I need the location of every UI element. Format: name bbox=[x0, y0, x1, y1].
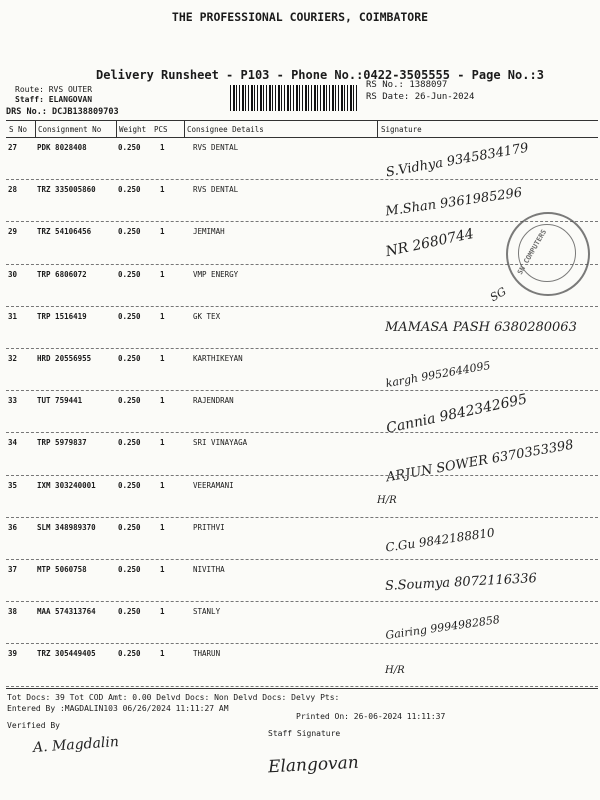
row-divider bbox=[6, 601, 598, 602]
row-weight: 0.250 bbox=[118, 565, 141, 574]
row-sno: 33 bbox=[8, 396, 18, 406]
row-signature: H/R bbox=[385, 665, 405, 677]
row-consignment-no: HRD 20556955 bbox=[37, 354, 92, 363]
row-consignee: RVS DENTAL bbox=[193, 143, 239, 152]
row-weight: 0.250 bbox=[118, 396, 141, 406]
row-signature: M.Shan 9361985296 bbox=[384, 185, 524, 220]
runsheet-title: Delivery Runsheet - P103 - Phone No.:0422-3505555 - Page No.:3 bbox=[96, 68, 544, 82]
row-weight: 0.250 bbox=[118, 480, 141, 490]
row-signature: Cannia 9842342695 bbox=[384, 391, 529, 437]
row-weight: 0.250 bbox=[118, 438, 141, 448]
table-header-rule bbox=[6, 137, 598, 138]
row-sno: 27 bbox=[8, 143, 18, 152]
col-divider bbox=[35, 120, 36, 137]
row-sno: 31 bbox=[8, 311, 18, 321]
row-weight: 0.250 bbox=[118, 269, 141, 279]
row-divider bbox=[6, 221, 598, 222]
row-pcs: 1 bbox=[160, 354, 165, 363]
col-divider bbox=[184, 120, 185, 137]
verified-by-label: Verified By bbox=[7, 721, 60, 730]
row-pcs: 1 bbox=[160, 311, 165, 321]
row-sno: 30 bbox=[8, 269, 18, 279]
row-sno: 32 bbox=[8, 354, 18, 363]
row-weight: 0.250 bbox=[118, 227, 141, 237]
row-sno: 36 bbox=[8, 522, 18, 532]
row-consignee: RVS DENTAL bbox=[193, 185, 239, 195]
row-pcs: 1 bbox=[160, 565, 165, 574]
row-pcs: 1 bbox=[160, 227, 165, 237]
row-consignment-no: TRP 6806072 bbox=[37, 269, 87, 279]
row-consignee: VMP ENERGY bbox=[193, 269, 239, 279]
row-consignee: PRITHVI bbox=[193, 522, 225, 532]
row-signature: S.Soumya 8072116336 bbox=[384, 571, 538, 594]
row-signature: Gairing 9994982858 bbox=[384, 613, 501, 643]
row-sno: 35 bbox=[8, 480, 18, 490]
row-divider bbox=[6, 686, 598, 687]
row-weight: 0.250 bbox=[118, 143, 141, 152]
col-header-signature: Signature bbox=[381, 125, 422, 134]
row-divider bbox=[6, 306, 598, 307]
col-header-sno: S No bbox=[9, 125, 28, 134]
row-weight: 0.250 bbox=[118, 649, 141, 659]
row-signature: MAMASA PASH 6380280063 bbox=[385, 319, 577, 335]
company-stamp bbox=[506, 212, 590, 296]
row-consignment-no: IXM 303240001 bbox=[37, 480, 96, 490]
row-pcs: 1 bbox=[160, 396, 165, 406]
row-pcs: 1 bbox=[160, 269, 165, 279]
row-consignee: THARUN bbox=[193, 649, 221, 659]
row-consignee: RAJENDRAN bbox=[193, 396, 234, 406]
route-label: Route: RVS OUTER bbox=[15, 85, 93, 94]
row-pcs: 1 bbox=[160, 480, 165, 490]
drs-number: DRS No.: DCJB138809703 bbox=[6, 107, 119, 117]
row-divider bbox=[6, 643, 598, 644]
barcode bbox=[230, 85, 358, 111]
row-sno: 29 bbox=[8, 227, 18, 237]
row-consignee: VEERAMANI bbox=[193, 480, 234, 490]
row-sno: 38 bbox=[8, 607, 18, 617]
row-pcs: 1 bbox=[160, 649, 165, 659]
footer-rule bbox=[6, 688, 598, 689]
row-consignee: JEMIMAH bbox=[193, 227, 225, 237]
row-signature: H/R bbox=[377, 494, 397, 506]
row-divider bbox=[6, 432, 598, 433]
col-divider bbox=[377, 120, 378, 137]
row-consignment-no: MAA 574313764 bbox=[37, 607, 96, 617]
rs-number: RS No.: 1388097 bbox=[366, 80, 448, 90]
stamp-text: SN COMPUTERS bbox=[516, 228, 549, 276]
row-consignment-no: PDK 8028408 bbox=[37, 143, 87, 152]
totals-line: Tot Docs: 39 Tot COD Amt: 0.00 Delvd Docs: Non Delvd Docs: Delvy Pts: bbox=[7, 693, 340, 702]
row-divider bbox=[6, 559, 598, 560]
col-header-consignment: Consignment No bbox=[38, 125, 102, 134]
staff-signature-label: Staff Signature bbox=[268, 729, 341, 738]
row-signature: S.Vidhya 9345834179 bbox=[384, 140, 530, 181]
row-divider bbox=[6, 179, 598, 180]
row-signature: SG bbox=[487, 284, 509, 304]
staff-signature: Elangovan bbox=[267, 752, 360, 778]
company-name: THE PROFESSIONAL COURIERS, COIMBATORE bbox=[171, 10, 429, 24]
col-divider bbox=[116, 120, 117, 137]
rs-date: RS Date: 26-Jun-2024 bbox=[366, 92, 475, 102]
row-weight: 0.250 bbox=[118, 311, 141, 321]
row-pcs: 1 bbox=[160, 438, 165, 448]
row-divider bbox=[6, 475, 598, 476]
row-consignment-no: TRP 5979837 bbox=[37, 438, 87, 448]
row-sno: 39 bbox=[8, 649, 18, 659]
row-consignee: STANLY bbox=[193, 607, 221, 617]
row-pcs: 1 bbox=[160, 522, 165, 532]
row-consignment-no: SLM 348989370 bbox=[37, 522, 96, 532]
row-pcs: 1 bbox=[160, 143, 165, 152]
row-consignment-no: TRZ 335005860 bbox=[37, 185, 96, 195]
row-consignee: NIVITHA bbox=[193, 565, 225, 574]
row-signature: kargh 9952644095 bbox=[384, 358, 492, 391]
row-consignee: GK TEX bbox=[193, 311, 221, 321]
row-pcs: 1 bbox=[160, 185, 165, 195]
row-weight: 0.250 bbox=[118, 185, 141, 195]
row-sno: 34 bbox=[8, 438, 18, 448]
row-consignment-no: TRZ 305449405 bbox=[37, 649, 96, 659]
row-weight: 0.250 bbox=[118, 354, 141, 363]
row-signature: C.Gu 9842188810 bbox=[384, 525, 496, 555]
row-consignment-no: TUT 759441 bbox=[37, 396, 83, 406]
row-consignment-no: TRZ 54106456 bbox=[37, 227, 92, 237]
col-header-consignee: Consignee Details bbox=[187, 125, 264, 134]
verified-signature: A. Magdalin bbox=[32, 734, 120, 756]
table-top-rule bbox=[6, 120, 598, 121]
row-weight: 0.250 bbox=[118, 607, 141, 617]
row-sno: 37 bbox=[8, 565, 18, 574]
row-signature: ARJUN SOWER 6370353398 bbox=[385, 438, 575, 486]
row-signature: NR 2680744 bbox=[384, 226, 476, 261]
staff-label: Staff: ELANGOVAN bbox=[15, 95, 93, 104]
row-divider bbox=[6, 517, 598, 518]
row-pcs: 1 bbox=[160, 607, 165, 617]
row-weight: 0.250 bbox=[118, 522, 141, 532]
row-consignee: KARTHIKEYAN bbox=[193, 354, 243, 363]
printed-on: Printed On: 26-06-2024 11:11:37 bbox=[296, 712, 446, 721]
row-consignee: SRI VINAYAGA bbox=[193, 438, 248, 448]
entered-by: Entered By :MAGDALIN103 06/26/2024 11:11:27 AM bbox=[7, 704, 229, 713]
row-sno: 28 bbox=[8, 185, 18, 195]
row-consignment-no: MTP 5060758 bbox=[37, 565, 87, 574]
row-divider bbox=[6, 348, 598, 349]
row-divider bbox=[6, 390, 598, 391]
col-header-pcs: PCS bbox=[154, 125, 168, 134]
row-consignment-no: TRP 1516419 bbox=[37, 311, 87, 321]
col-header-weight: Weight bbox=[119, 125, 147, 134]
